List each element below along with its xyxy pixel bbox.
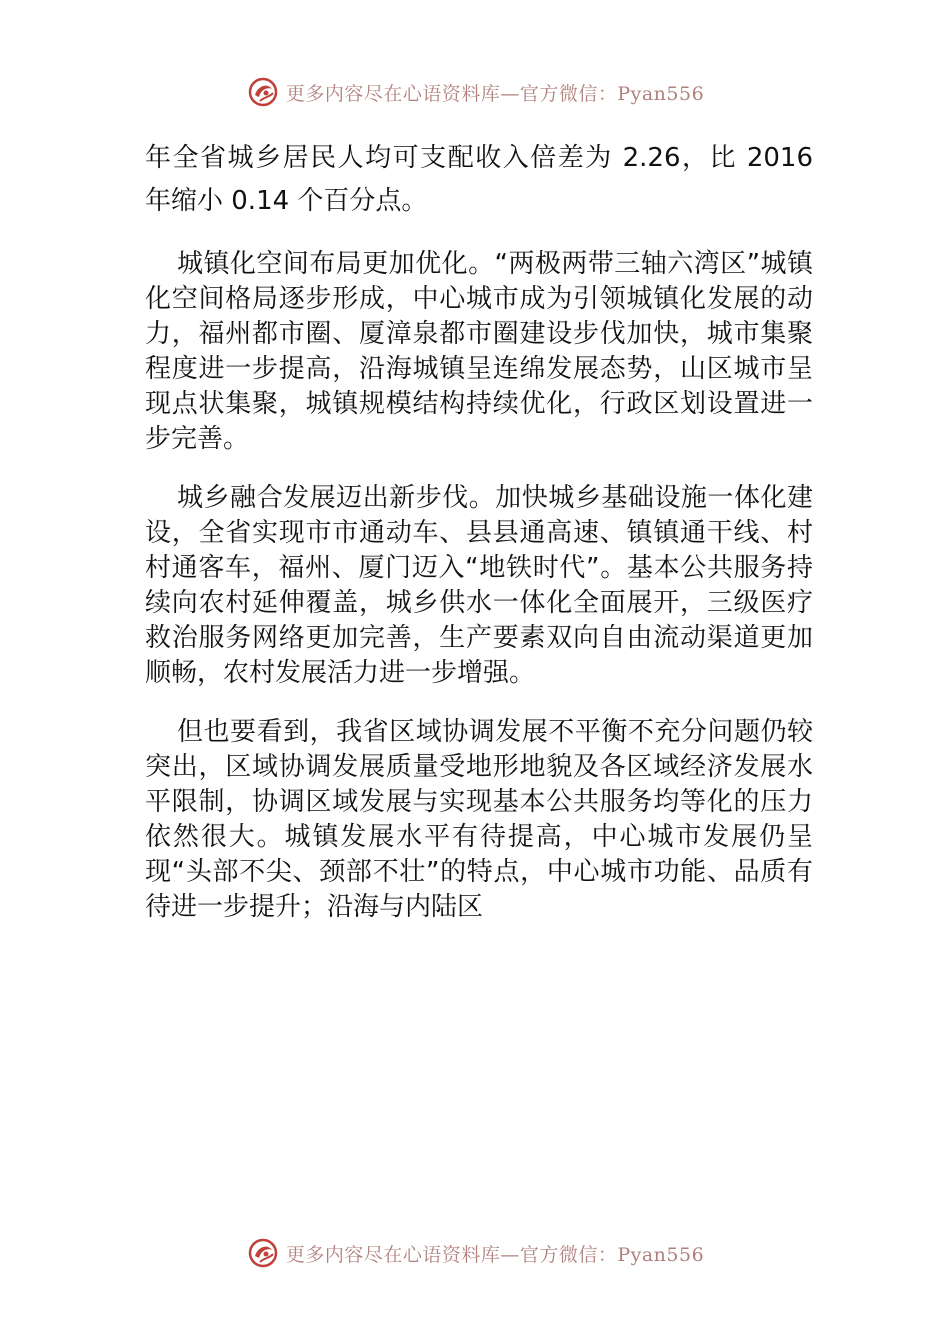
paragraph-urban-rural-integration: 城乡融合发展迈出新步伐。加快城乡基础设施一体化建设，全省实现市市通动车、县县通高速、镇镇通干线、村村通客车，福州、厦门迈入“地铁时代”。基本公共服务持续向农村延伸覆盖，城乡供水一体化全面展开，三级医疗救治服务网络更加完善，生产要素双向自由流动渠道更加顺畅，农村发展活力进一步增强。: [145, 483, 813, 688]
watermark-text: 更多内容尽在心语资料库—官方微信：Pyan556: [285, 1243, 705, 1266]
paragraph-continuation: 年全省城乡居民人均可支配收入倍差为 2.26，比 2016 年缩小 0.14 个百分点。: [145, 143, 813, 216]
red-swirl-logo-icon: [246, 75, 280, 109]
document-body: [145, 137, 813, 949]
footer-watermark: [0, 1233, 950, 1273]
paragraph-challenges: 但也要看到，我省区域协调发展不平衡不充分问题仍较突出，区域协调发展质量受地形地貌及各区域经济发展水平限制，协调区域发展与实现基本公共服务均等化的压力依然很大。城镇发展水平有待提高，中心城市发展仍呈现“头部不尖、颈部不壮”的特点，中心城市功能、品质有待进一步提升；沿海与内陆区: [145, 717, 813, 922]
paragraph-urbanization-layout: 城镇化空间布局更加优化。“两极两带三轴六湾区”城镇化空间格局逐步形成，中心城市成为引领城镇化发展的动力，福州都市圈、厦漳泉都市圈建设步伐加快，城市集聚程度进一步提高，沿海城镇呈连绵发展态势，山区城市呈现点状集聚，城镇规模结构持续优化，行政区划设置进一步完善。: [145, 249, 813, 454]
header-watermark: [0, 72, 950, 112]
red-swirl-logo-icon: [246, 1236, 280, 1270]
watermark-text: 更多内容尽在心语资料库—官方微信：Pyan556: [285, 82, 705, 105]
